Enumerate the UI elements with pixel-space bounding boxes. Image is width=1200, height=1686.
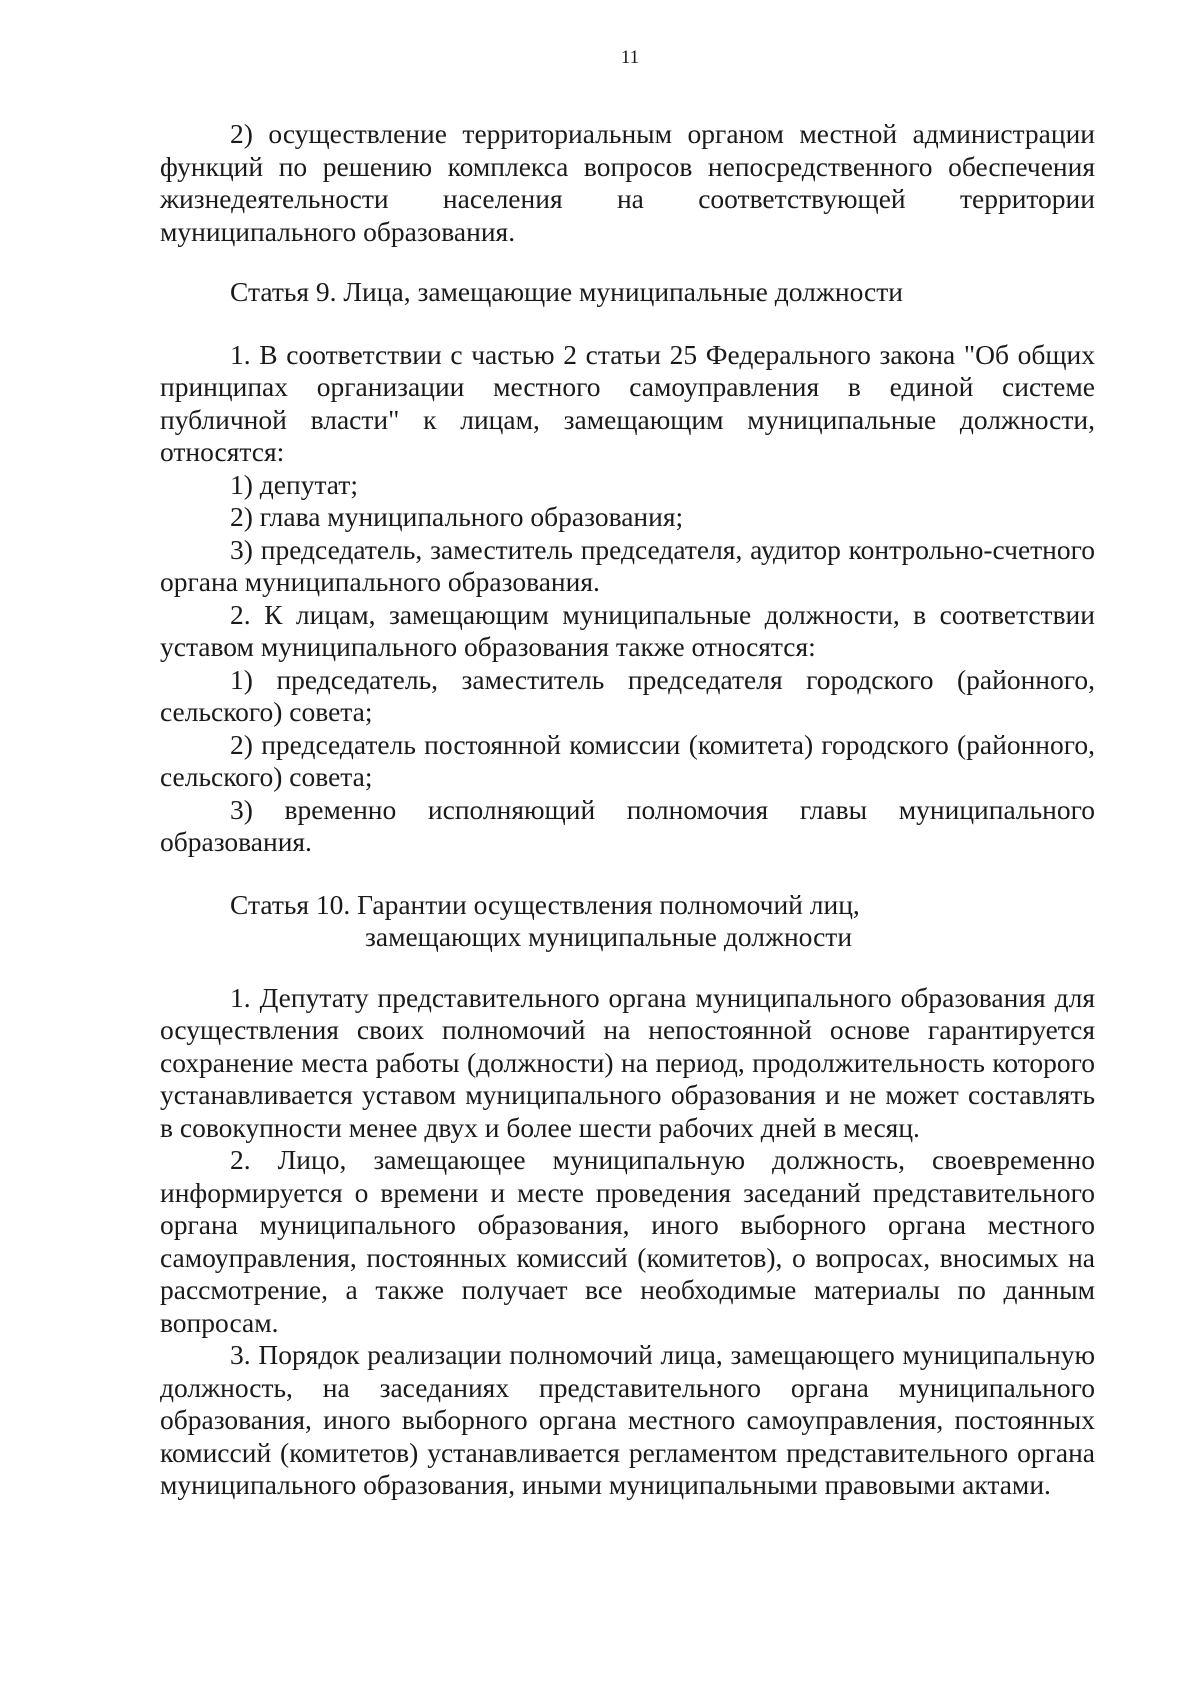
article10-part3-paragraph: 3. Порядок реализации полномочий лица, замещающего муниципальную должность, на заседаниях представительного органа муниципального образования, иного выборного органа местного самоуправления, постоянных комиссий (комитетов) устанавливается регламентом представительного органа муниципального образования, иными муниципальными правовыми актами. — [160, 1339, 1095, 1500]
article10-heading-line1: Статья 10. Гарантии осуществления полномочий лиц, — [230, 888, 860, 920]
article9-part1-paragraph: 1. В соответствии с частью 2 статьи 25 Федерального закона "Об общих принципах организации местного самоуправления в единой системе публичной власти" к лицам, замещающим муниципальные должности, относятся: — [160, 338, 1095, 467]
article9-part2-item3: 3) временно исполняющий полномочия главы муниципального образования. — [160, 793, 1095, 857]
article10-heading-line2: замещающих муниципальные должности — [365, 921, 853, 952]
page-number: 11 — [620, 47, 640, 68]
article9-heading: Статья 9. Лица, замещающие муниципальные должности — [230, 276, 903, 307]
article9-part2-item1: 1) председатель, заместитель председателя городского (районного, сельского) совета; — [160, 663, 1095, 727]
article10-part2-paragraph: 2. Лицо, замещающее муниципальную должность, своевременно информируется о времени и месте проведения заседаний представительного органа муниципального образования, иного выборного органа местного самоуправления, постоянных комиссий (комитетов), о вопросах, вносимых на рассмотрение, а также получает все необходимые материалы по данным вопросам. — [160, 1144, 1095, 1338]
article8-item2-paragraph: 2) осуществление территориальным органом местной администрации функций по решению комплекса вопросов непосредственного обеспечения жизнедеятельности населения на соответствующей территории муниципального образования. — [160, 118, 1095, 247]
article9-part2-item2: 2) председатель постоянной комиссии (комитета) городского (районного, сельского) совета; — [160, 728, 1095, 792]
article9-part1-item1: 1) депутат; — [230, 468, 358, 500]
document-body — [160, 118, 1095, 1502]
article9-part2-paragraph: 2. К лицам, замещающим муниципальные должности, в соответствии уставом муниципального образования также относятся: — [160, 598, 1095, 662]
article9-part1-item3: 3) председатель, заместитель председателя, аудитор контрольно-счетного органа муниципального образования. — [160, 533, 1095, 597]
article10-part1-paragraph: 1. Депутату представительного органа муниципального образования для осуществления своих полномочий на непостоянной основе гарантируется сохранение места работы (должности) на период, продолжительность которого устанавливается уставом муниципального образования и не может составлять в совокупности менее двух и более шести рабочих дней в месяц. — [160, 981, 1095, 1143]
article9-part1-item2: 2) глава муниципального образования; — [230, 501, 684, 532]
